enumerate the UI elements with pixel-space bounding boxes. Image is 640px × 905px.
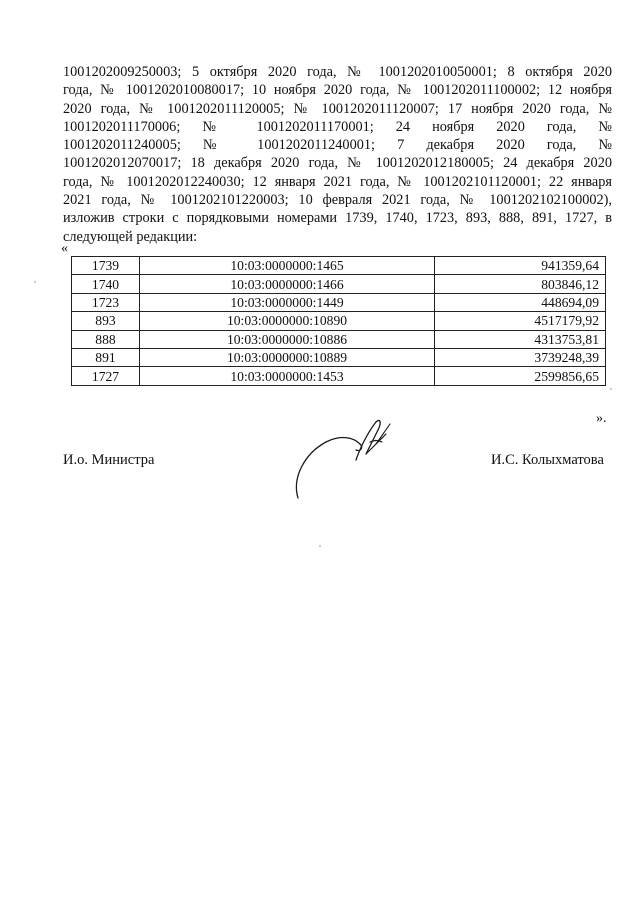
table-row [72, 293, 606, 311]
cadastral-number-cell: 10:03:0000000:10886 [140, 330, 435, 348]
value-cell: 4517179,92 [435, 312, 606, 330]
row-number-cell: 891 [72, 348, 140, 366]
paragraph-line: 1001202011170006; № 1001202011170001; 24 ноября 2020 года, № [63, 118, 612, 135]
value-cell: 4313753,81 [435, 330, 606, 348]
row-number-cell: 1727 [72, 367, 140, 385]
signatory-name: И.С. Колыхматова [491, 452, 604, 468]
paragraph-line: 1001202012070017; 18 декабря 2020 года, № 1001202012180005; 24 декабря 2020 [63, 155, 612, 172]
cadastral-number-cell: 10:03:0000000:1465 [140, 257, 435, 275]
table-row [72, 330, 606, 348]
row-number-cell: 1723 [72, 293, 140, 311]
value-cell: 803846,12 [435, 275, 606, 293]
row-number-cell: 1739 [72, 257, 140, 275]
table-row [72, 275, 606, 293]
table-row [72, 367, 606, 385]
cadastral-number-cell: 10:03:0000000:1449 [140, 293, 435, 311]
closing-quote: ». [596, 411, 607, 426]
table-row [72, 257, 606, 275]
scan-speck [34, 281, 36, 283]
signatory-position: И.о. Министра [63, 452, 155, 468]
value-cell: 448694,09 [435, 293, 606, 311]
paragraph-line: 1001202009250003; 5 октября 2020 года, № 1001202010050001; 8 октября 2020 [63, 64, 612, 80]
paragraph-line: 2021 года, № 1001202101220003; 10 февраля 2021 года, № 1001202102100002), [63, 192, 612, 209]
row-number-cell: 893 [72, 312, 140, 330]
table-row [72, 312, 606, 330]
body-paragraph [63, 63, 612, 246]
value-cell: 3739248,39 [435, 348, 606, 366]
cadastral-number-cell: 10:03:0000000:10890 [140, 312, 435, 330]
scan-speck [319, 545, 321, 547]
row-number-cell: 888 [72, 330, 140, 348]
paragraph-line: следующей редакции: [63, 228, 198, 245]
paragraph-line: 1001202011240005; № 1001202011240001; 7 декабря 2020 года, № [63, 137, 612, 154]
paragraph-line: 2020 года, № 1001202011120005; № 1001202011120007; 17 ноября 2020 года, № [63, 100, 612, 117]
amendment-table [71, 256, 606, 386]
table-row [72, 348, 606, 366]
value-cell: 941359,64 [435, 257, 606, 275]
paragraph-line: года, № 1001202012240030; 12 января 2021 года, № 1001202101120001; 22 января [63, 173, 612, 190]
row-number-cell: 1740 [72, 275, 140, 293]
cadastral-number-cell: 10:03:0000000:1453 [140, 367, 435, 385]
value-cell: 2599856,65 [435, 367, 606, 385]
handwritten-signature [290, 414, 400, 504]
opening-quote: « [61, 241, 68, 256]
cadastral-number-cell: 10:03:0000000:1466 [140, 275, 435, 293]
paragraph-line: изложив строки с порядковыми номерами 1739, 1740, 1723, 893, 888, 891, 1727, в [63, 210, 612, 227]
cadastral-number-cell: 10:03:0000000:10889 [140, 348, 435, 366]
paragraph-line: года, № 1001202010080017; 10 ноября 2020 года, № 1001202011100002; 12 ноября [63, 82, 612, 99]
scan-speck [610, 388, 612, 390]
